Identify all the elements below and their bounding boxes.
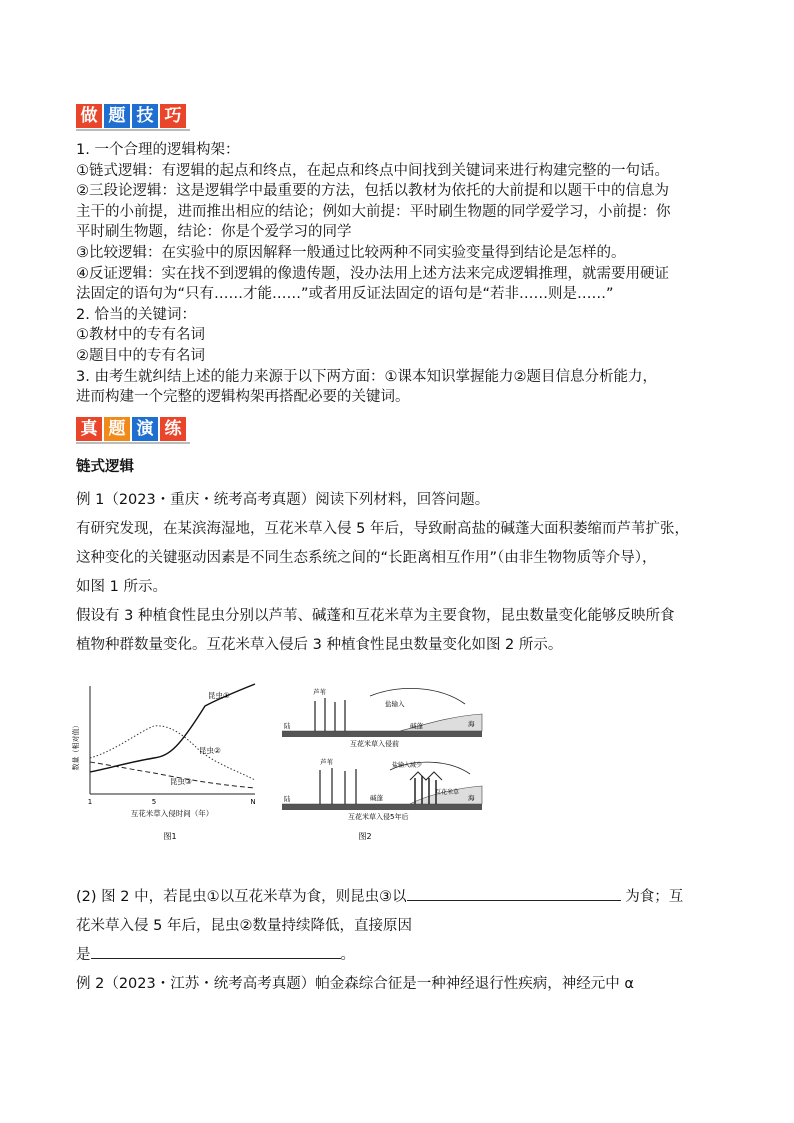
panel-bottom-caption: 互花米草入侵5年后 — [348, 813, 409, 821]
series-1-line — [90, 684, 255, 772]
badge-char: 演 — [132, 417, 158, 441]
line-chart — [71, 684, 256, 841]
ground-strip — [282, 804, 482, 810]
reed-label: 芦苇 — [320, 758, 333, 766]
question-text: (2) 图 2 中，若昆虫①以互花米草为食，则昆虫③以 — [76, 889, 407, 905]
section-title: 链式逻辑 — [76, 459, 134, 475]
badge-char: 技 — [132, 104, 158, 128]
example2-text: 例 2（2023・江苏・统考高考真题）帕金森综合征是一种神经退行性疾病，神经元中 α — [76, 976, 634, 992]
suaeda-label: 碱蓬 — [410, 722, 423, 730]
practice-badge — [76, 417, 186, 441]
tips-line: 2. 恰当的关键词： — [76, 306, 196, 323]
tips-line: ①链式逻辑：有逻辑的起点和终点，在起点和终点中间找到关键词来进行构建完整的一句话。 — [76, 162, 669, 179]
badge-char: 题 — [104, 104, 130, 128]
example-line: 这种变化的关键驱动因素是不同生态系统之间的“长距离相互作用”（由非生物物质等介导）， — [76, 550, 657, 566]
question-text: 是 — [76, 947, 91, 963]
tips-text — [76, 140, 726, 408]
tips-line: ①教材中的专有名词 — [76, 327, 205, 344]
panel-top-caption: 互花米草入侵前 — [350, 740, 399, 748]
tips-line: 平时刷生物题，结论：你是个爱学习的同学 — [76, 224, 352, 241]
example-line: 植物种群数量变化。互花米草入侵后 3 种植食性昆虫数量变化如图 2 所示。 — [76, 637, 563, 653]
example-line: 例 1（2023・重庆・统考高考真题）阅读下列材料，回答问题。 — [76, 492, 490, 508]
question-text: 。 — [340, 947, 355, 963]
salt-in-reduced-label: 盐输入减少 — [392, 762, 423, 769]
question-2 — [76, 883, 736, 970]
badge-char: 练 — [160, 417, 186, 441]
tips-badge — [76, 104, 186, 128]
series-3-label: 昆虫③ — [170, 777, 192, 786]
tips-line: 法固定的语句为“只有……才能……”或者用反证法固定的语句是“若非……则是……” — [76, 286, 614, 303]
series-2-label: 昆虫② — [199, 746, 221, 755]
tips-line: 3. 由考生就纠结上述的能力来源于以下两方面：①课本知识掌握能力②题目信息分析能力， — [76, 368, 657, 385]
question-text: 为食；互 — [625, 889, 684, 905]
fig2-caption: 图2 — [358, 832, 372, 841]
x-tick-label: 5 — [151, 798, 157, 806]
x-tick-label: 1 — [87, 798, 93, 806]
answer-blank-2[interactable] — [91, 944, 341, 959]
tips-line: ②题目中的专有名词 — [76, 347, 205, 364]
tips-line: 主干的小前提，进而推出相应的结论；例如大前提：平时刷生物题的同学爱学习，小前提：你 — [76, 203, 671, 220]
tips-line: 进而构建一个完整的逻辑构架再搭配必要的关键词。 — [76, 389, 410, 406]
badge-char: 真 — [76, 417, 102, 441]
badge-char: 题 — [104, 417, 130, 441]
answer-blank-1[interactable] — [407, 886, 621, 901]
tips-line: ③比较逻辑：在实验中的原因解释一般通过比较两种不同实验变量得到结论是怎样的。 — [76, 244, 626, 261]
figure-area — [70, 676, 490, 856]
fig1-caption: 图1 — [163, 832, 177, 841]
question-text: 花米草入侵 5 年后，昆虫②数量持续降低，直接原因 — [76, 918, 412, 934]
x-axis-label: 互花米草入侵时间（年） — [130, 809, 214, 818]
figure-svg — [70, 676, 490, 856]
series-1-label: 昆虫① — [208, 691, 230, 700]
reed-label: 芦苇 — [313, 688, 326, 696]
land-label: 陆 — [284, 722, 291, 730]
ground-strip — [282, 731, 482, 737]
suaeda-label: 碱蓬 — [370, 794, 383, 802]
example-line: 假设有 3 种植食性昆虫分别以芦苇、碱蓬和互花米草为主要食物，昆虫数量变化能够反映所食 — [76, 608, 675, 624]
tips-line: ④反证逻辑：实在找不到逻辑的像遗传题，没办法用上述方法来完成逻辑推理，就需要用硬证 — [76, 265, 669, 282]
example1-text — [76, 486, 736, 660]
sea-label: 海 — [468, 794, 475, 802]
series-2-line — [90, 726, 255, 780]
example-line: 如图 1 所示。 — [76, 579, 167, 595]
badge-char: 做 — [76, 104, 102, 128]
shore-shape — [282, 714, 482, 731]
y-axis-label: 数量（相对值） — [72, 721, 80, 771]
tips-line: 1. 一个合理的逻辑构架： — [76, 142, 240, 158]
spartina-label: 互花米草 — [435, 789, 460, 796]
example-line: 有研究发现，在某滨海湿地，互花米草入侵 5 年后，导致耐高盐的碱蓬大面积萎缩而芦苇扩张， — [76, 521, 689, 537]
land-label: 陆 — [284, 795, 291, 803]
badge-char: 巧 — [160, 104, 186, 128]
x-tick-label: N — [250, 798, 256, 806]
sea-label: 海 — [468, 720, 475, 728]
salt-in-label: 盐输入 — [385, 700, 405, 708]
tips-line: ②三段论逻辑：这是逻辑学中最重要的方法，包括以教材为依托的大前提和以题干中的信息为 — [76, 183, 669, 200]
ecosystem-diagram — [282, 687, 482, 841]
